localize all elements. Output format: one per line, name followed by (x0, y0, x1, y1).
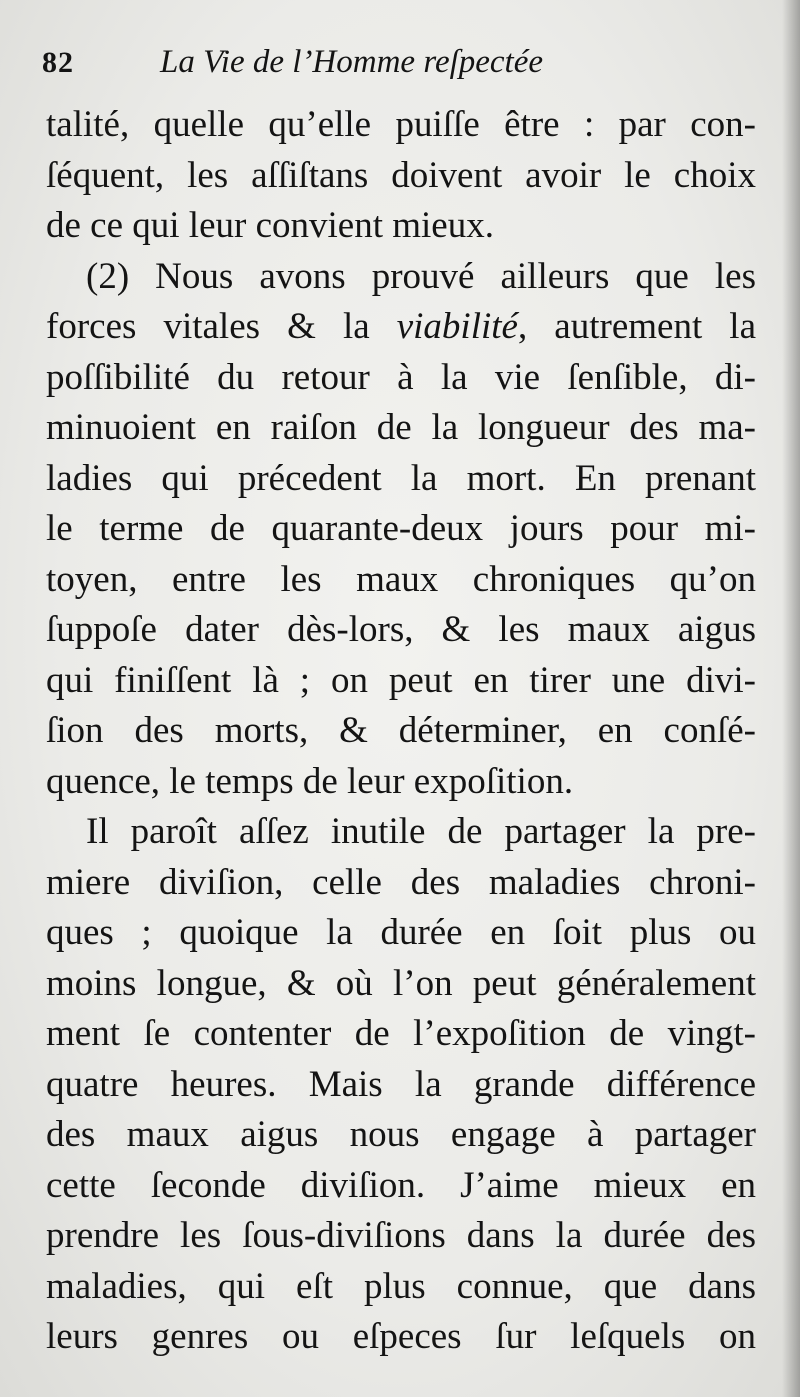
text-line: quence, le temps de leur expoſition. (46, 760, 574, 802)
text-line: des maux aigus nous engage à partager (46, 1114, 756, 1155)
text-line: ment ſe contenter de l’expoſition de vingt- (46, 1013, 756, 1054)
italic-term: viabilité (396, 306, 518, 347)
text-line: quatre heures. Mais la grande différence (46, 1063, 756, 1105)
text-line (46, 302, 756, 353)
text-line: poſſibilité du retour à la vie ſenſible, di- (46, 356, 756, 398)
text-line: miere diviſion, celle des maladies chroni- (46, 861, 756, 903)
text-line: toyen, entre les maux chroniques qu’on (46, 558, 756, 600)
text-line: moins longue, & où l’on peut généralement (46, 962, 756, 1004)
text-line: cette ſeconde diviſion. J’aime mieux en (46, 1164, 756, 1206)
text-line: ladies qui précedent la mort. En prenant (46, 457, 756, 499)
page-number: 82 (42, 46, 74, 79)
text-line: minuoient en raiſon de la longueur des ma- (46, 407, 756, 448)
text-line: ſuppoſe dater dès-lors, & les maux aigus (46, 609, 756, 650)
text-line: maladies, qui eſt plus connue, que dans (46, 1265, 756, 1307)
text-line: de ce qui leur convient mieux. (46, 205, 494, 246)
text-line: le terme de quarante-deux jours pour mi- (46, 508, 756, 549)
page-edge-shadow (782, 0, 800, 1397)
text-line: leurs genres ou eſpeces ſur leſquels on (46, 1316, 756, 1357)
text-line: ſéquent, les aſſiſtans doivent avoir le choix (46, 154, 756, 196)
text-line: prendre les ſous-diviſions dans la durée des (46, 1215, 756, 1256)
running-head (40, 42, 760, 88)
text-line: ſion des morts, & déterminer, en conſé- (46, 710, 756, 751)
text-line: ques ; quoique la durée en ſoit plus ou (46, 912, 756, 953)
text-segment: forces vitales & la (46, 306, 370, 347)
body-text (46, 100, 756, 1363)
text-line: talité, quelle qu’elle puiſſe être : par con- (46, 104, 756, 145)
text-line: (2) Nous avons prouvé ailleurs que les (86, 255, 756, 297)
text-line: Il paroît aſſez inutile de partager la pre- (86, 811, 756, 852)
running-title: La Vie de l’Homme reſpectée (160, 44, 544, 80)
text-line: qui finiſſent là ; on peut en tirer une divi- (46, 659, 756, 701)
text-segment: , autrement la (517, 306, 756, 347)
